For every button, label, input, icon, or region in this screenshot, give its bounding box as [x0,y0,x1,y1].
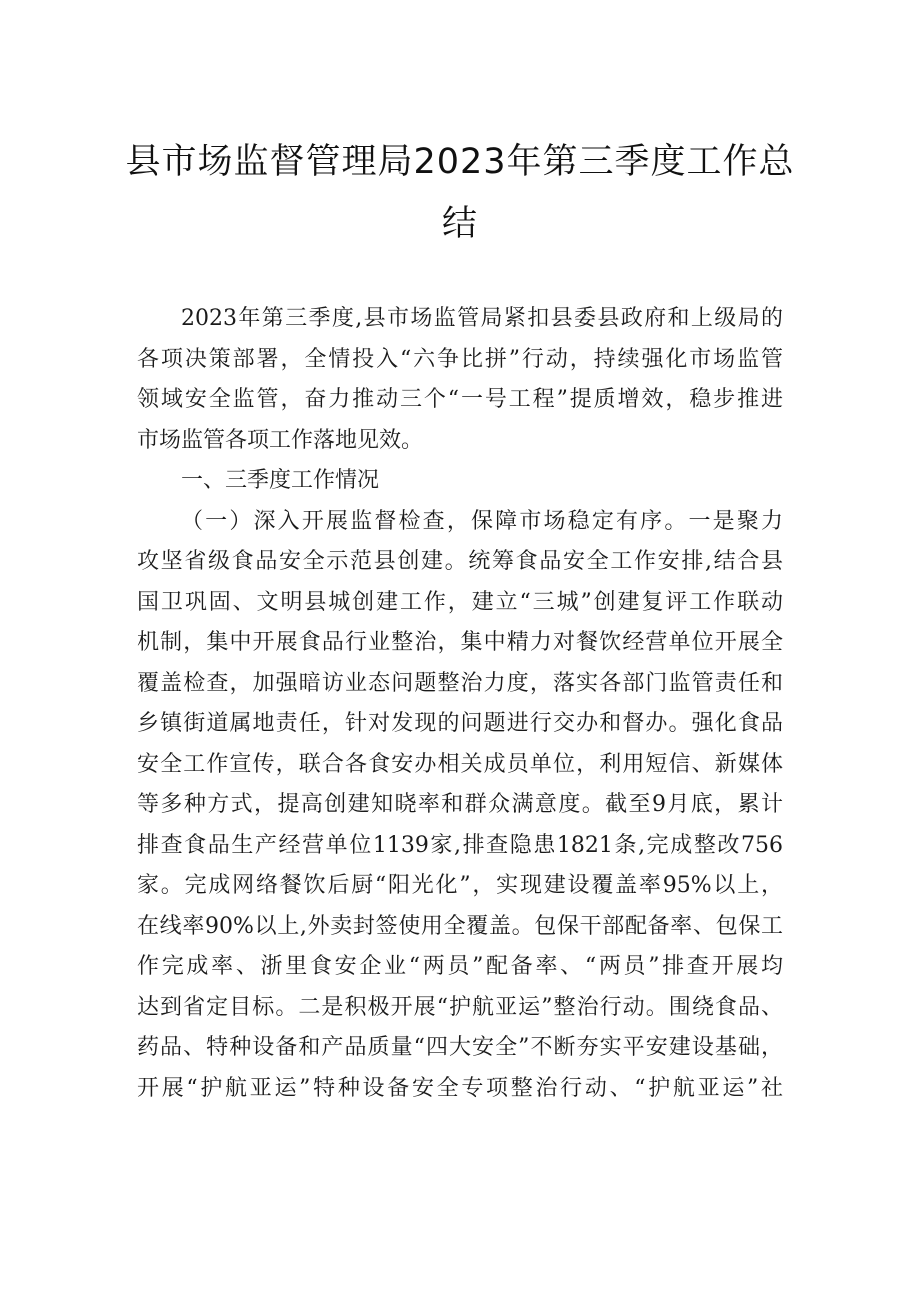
section-1-paragraph [137,502,783,1110]
intro-line: 2023年第三季度,县市场监管局紧扣县委县政府和上级局的 [181,306,783,331]
section-1-line: 排查食品生产经营单位1139家,排查隐患1821条,完成整改756 [137,832,783,858]
section-1-line: （一）深入开展监督检查，保障市场稳定有序。一是聚力 [181,508,783,534]
section-1-line: 乡镇街道属地责任，针对发现的问题进行交办和督办。强化食品 [137,711,783,736]
document-body [137,299,783,1109]
section-1-line: 家。完成网络餐饮后厨“阳光化”，实现建设覆盖率95%以上， [137,873,783,898]
intro-line: 市场监管各项工作落地见效。 [137,427,424,453]
section-1-line: 机制，集中开展食品行业整治，集中精力对餐饮经营单位开展全 [137,630,783,655]
section-heading [137,461,783,502]
section-1-line: 在线率90%以上,外卖封签使用全覆盖。包保干部配备率、包保工 [137,913,783,939]
section-1-line: 攻坚省级食品安全示范县创建。统筹食品安全工作安排,结合县 [137,549,783,574]
section-1-line: 覆盖检查，加强暗访业态问题整治力度，落实各部门监管责任和 [137,670,783,696]
section-1-line: 作完成率、浙里食安企业“两员”配备率、“两员”排查开展均 [137,954,783,979]
section-1-line: 药品、特种设备和产品质量“四大安全”不断夯实平安建设基础， [137,1035,783,1060]
section-1-line: 等多种方式，提高创建知晓率和群众满意度。截至9月底，累计 [137,792,783,817]
intro-line: 领域安全监管，奋力推动三个“一号工程”提质增效，稳步推进 [137,387,783,412]
intro-paragraph [137,299,783,461]
section-1-line: 开展“护航亚运”特种设备安全专项整治行动、“护航亚运”社 [137,1075,783,1101]
section-1-line: 安全工作宣传，联合各食安办相关成员单位，利用短信、新媒体 [137,751,783,777]
document-title [120,131,800,255]
title-line-1: 县市场监督管理局2023年第三季度工作总 [125,142,795,182]
intro-line: 各项决策部署，全情投入“六争比拼”行动，持续强化市场监管 [137,346,783,372]
section-heading-text: 一、三季度工作情况 [181,468,380,493]
title-line-2: 结 [441,204,478,244]
section-1-line: 国卫巩固、文明县城创建工作，建立“三城”创建复评工作联动 [137,589,783,615]
section-1-line: 达到省定目标。二是积极开展“护航亚运”整治行动。围绕食品、 [137,994,783,1020]
